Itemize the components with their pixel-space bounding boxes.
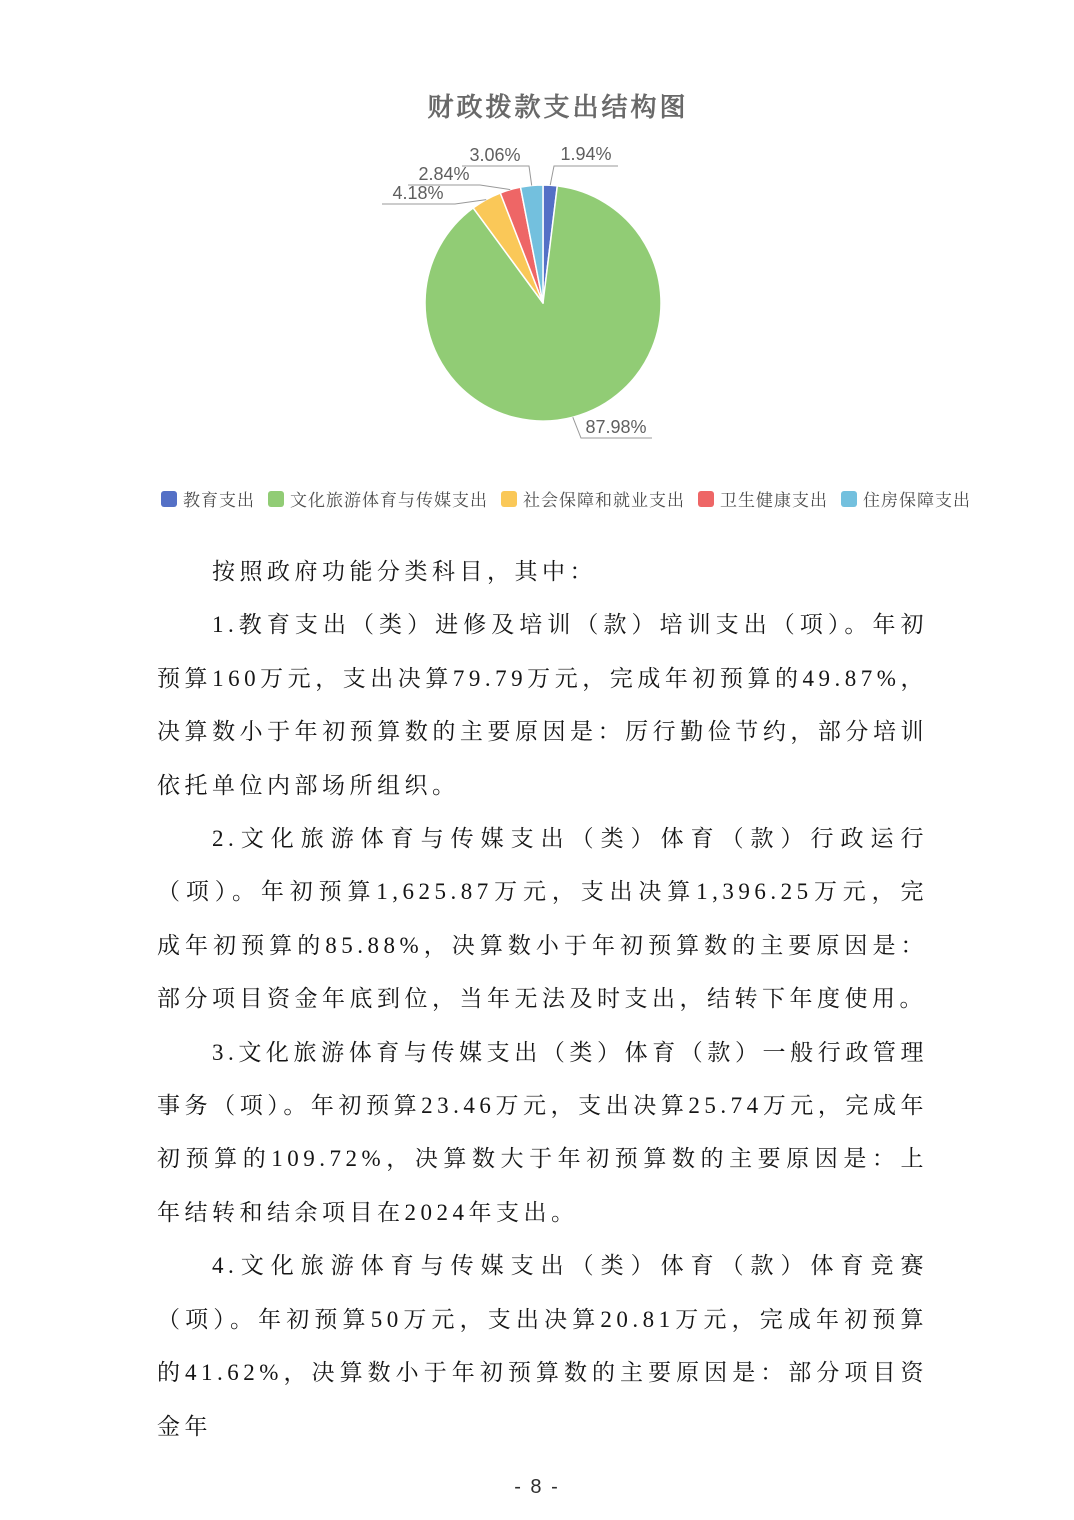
pie-percentage-label-2: 4.18% — [392, 183, 444, 203]
pie-label-leader-line-4 — [462, 166, 532, 186]
legend-item-3 — [698, 486, 828, 511]
legend-swatch-icon — [841, 491, 857, 507]
document-body — [157, 545, 928, 1453]
legend-swatch-icon — [501, 491, 517, 507]
paragraph-item-4: 4.文化旅游体育与传媒支出（类）体育（款）体育竞赛（项）。年初预算50万元，支出决算20.81万元，完成年初预算的41.62%，决算数小于年初预算数的主要原因是：部分项目资金年 — [157, 1253, 928, 1439]
pie-percentage-label-4: 3.06% — [469, 145, 521, 165]
paragraph-item-2: 2.文化旅游体育与传媒支出（类）体育（款）行政运行（项）。年初预算1,625.87万元，支出决算1,396.25万元，完成年初预算的85.88%，决算数小于年初预算数的主要原因是：部分项目资金年底到位，当年无法及时支出，结转下年度使用。 — [157, 826, 928, 1012]
legend-item-0 — [161, 486, 255, 511]
chart-title: 财政拨款支出结构图 — [427, 92, 689, 122]
pie-chart-svg — [0, 0, 1074, 470]
pie-percentage-label-0: 1.94% — [560, 144, 612, 164]
legend-label: 卫生健康支出 — [720, 491, 828, 510]
pie-percentage-label-3: 2.84% — [418, 164, 470, 184]
paragraph-item-1: 1.教育支出（类）进修及培训（款）培训支出（项）。年初预算160万元，支出决算79.79万元，完成年初预算的49.87%，决算数小于年初预算数的主要原因是：厉行勤俭节约，部分培训依托单位内部场所组织。 — [157, 612, 928, 798]
legend-swatch-icon — [161, 491, 177, 507]
legend-item-2 — [501, 486, 685, 511]
legend-label: 住房保障支出 — [863, 491, 971, 510]
legend-item-1 — [268, 486, 488, 511]
paragraph-intro: 按照政府功能分类科目，其中： — [212, 559, 597, 584]
page-number: - 8 - — [514, 1476, 560, 1498]
chart-legend — [161, 486, 971, 511]
legend-swatch-icon — [268, 491, 284, 507]
legend-item-4 — [841, 486, 971, 511]
pie-label-leader-line-0 — [550, 166, 618, 185]
paragraph-item-3: 3.文化旅游体育与传媒支出（类）体育（款）一般行政管理事务（项）。年初预算23.46万元，支出决算25.74万元，完成年初预算的109.72%，决算数大于年初预算数的主要原因是：上年结转和结余项目在2024年支出。 — [157, 1039, 928, 1225]
legend-swatch-icon — [698, 491, 714, 507]
pie-percentage-label-1: 87.98% — [585, 417, 647, 437]
legend-label: 文化旅游体育与传媒支出 — [290, 491, 488, 510]
legend-label: 教育支出 — [183, 491, 255, 510]
legend-label: 社会保障和就业支出 — [523, 491, 685, 510]
